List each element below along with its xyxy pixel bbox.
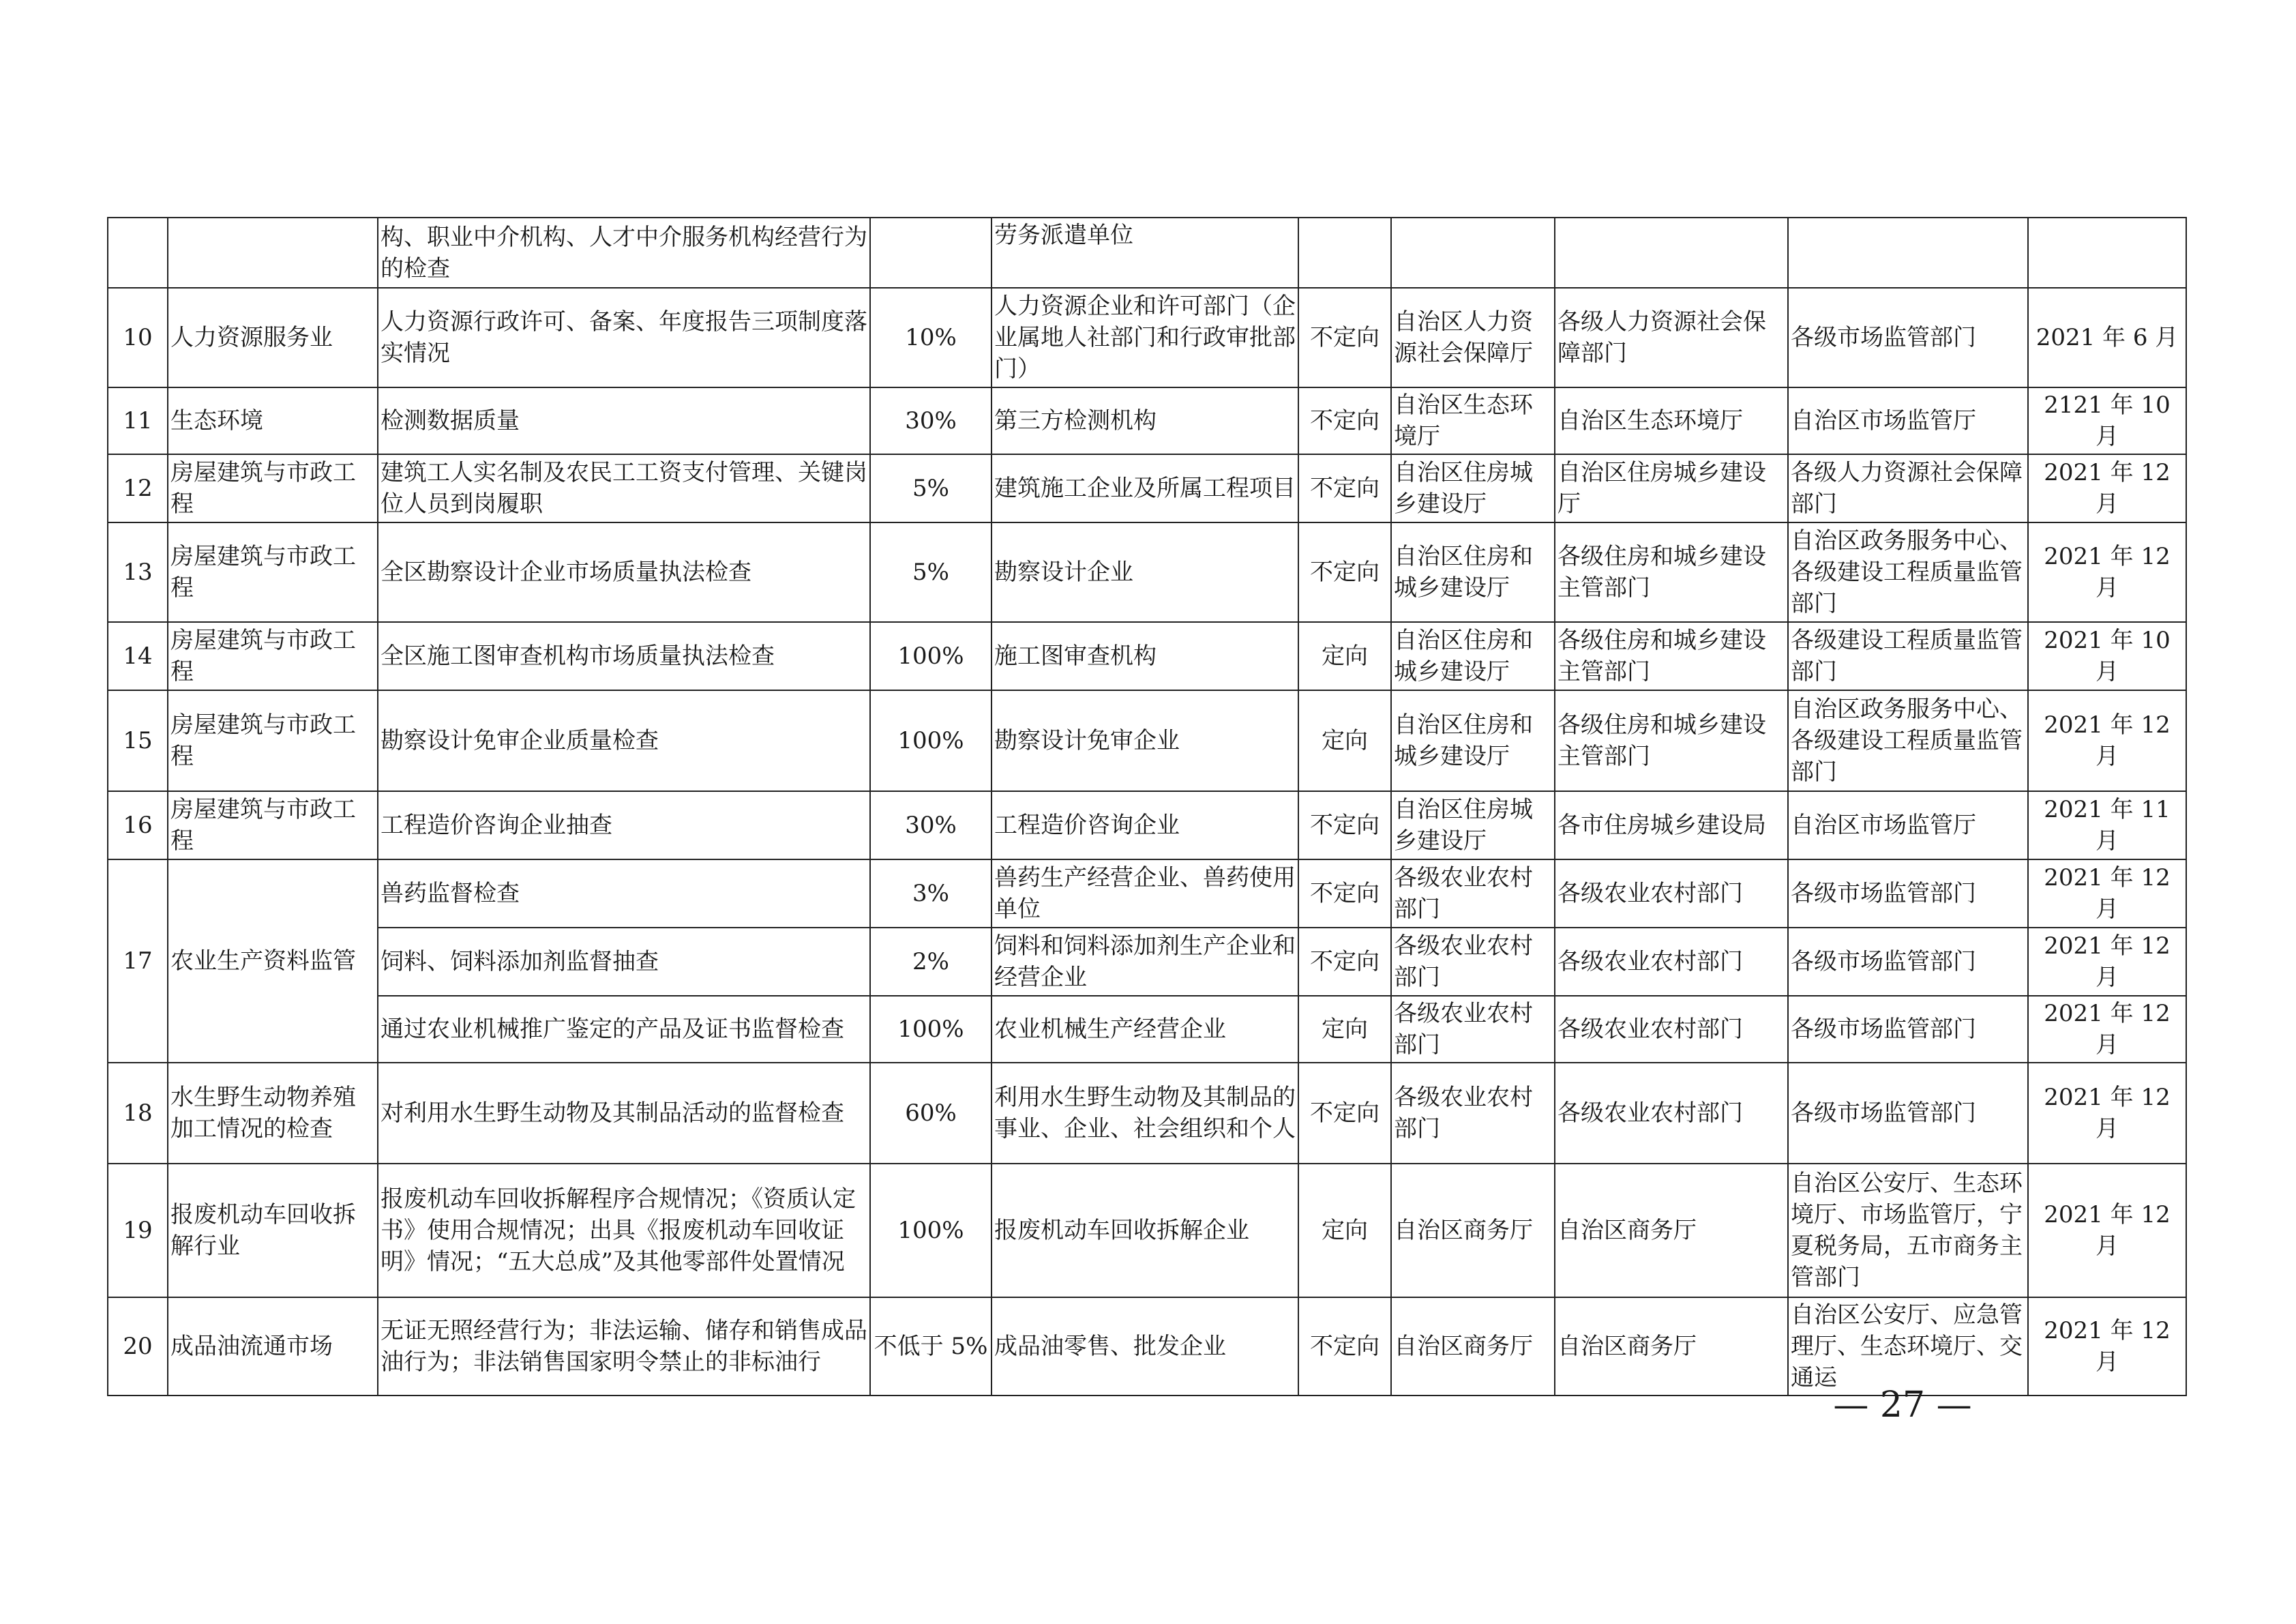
object-cell: 勘察设计企业 (992, 522, 1298, 622)
implement-dept-cell: 各级农业农村部门 (1555, 928, 1788, 996)
table-row (108, 859, 2186, 928)
table-row (108, 928, 2186, 996)
coop-dept-cell: 各级市场监管部门 (1788, 996, 2028, 1063)
object-cell: 兽药生产经营企业、兽药使用单位 (992, 859, 1298, 928)
row-number: 19 (108, 1164, 168, 1297)
deadline-cell (2028, 218, 2186, 288)
implement-dept-cell: 自治区商务厅 (1555, 1297, 1788, 1396)
item-cell: 建筑工人实名制及农民工工资支付管理、关键岗位人员到岗履职 (378, 454, 870, 522)
ratio-cell: 100% (870, 622, 992, 690)
field-cell: 房屋建筑与市政工程 (168, 690, 378, 791)
lead-dept-cell (1391, 218, 1555, 288)
table-row (108, 1063, 2186, 1164)
field-cell: 房屋建筑与市政工程 (168, 454, 378, 522)
object-cell: 人力资源企业和许可部门（企业属地人社部门和行政审批部门） (992, 288, 1298, 387)
object-cell: 建筑施工企业及所属工程项目 (992, 454, 1298, 522)
direction-cell: 不定向 (1298, 928, 1391, 996)
ratio-cell: 2% (870, 928, 992, 996)
row-number: 18 (108, 1063, 168, 1164)
lead-dept-cell: 各级农业农村部门 (1391, 859, 1555, 928)
coop-dept-cell: 自治区公安厅、应急管理厅、生态环境厅、交通运 (1788, 1297, 2028, 1396)
object-cell: 农业机械生产经营企业 (992, 996, 1298, 1063)
deadline-cell: 2021 年 12 月 (2028, 1164, 2186, 1297)
lead-dept-cell: 自治区住房和城乡建设厅 (1391, 522, 1555, 622)
row-number: 12 (108, 454, 168, 522)
direction-cell: 不定向 (1298, 454, 1391, 522)
object-cell: 施工图审查机构 (992, 622, 1298, 690)
coop-dept-cell: 各级市场监管部门 (1788, 1063, 2028, 1164)
field-cell: 房屋建筑与市政工程 (168, 622, 378, 690)
implement-dept-cell: 自治区住房城乡建设厅 (1555, 454, 1788, 522)
table-row (108, 690, 2186, 791)
implement-dept-cell: 自治区商务厅 (1555, 1164, 1788, 1297)
item-cell: 全区勘察设计企业市场质量执法检查 (378, 522, 870, 622)
deadline-cell: 2021 年 12 月 (2028, 996, 2186, 1063)
implement-dept-cell (1555, 218, 1788, 288)
item-cell: 兽药监督检查 (378, 859, 870, 928)
table-row (108, 622, 2186, 690)
implement-dept-cell: 各级农业农村部门 (1555, 996, 1788, 1063)
ratio-cell: 3% (870, 859, 992, 928)
deadline-cell: 2021 年 12 月 (2028, 928, 2186, 996)
direction-cell: 不定向 (1298, 288, 1391, 387)
row-number: 10 (108, 288, 168, 387)
ratio-cell (870, 218, 992, 288)
lead-dept-cell: 自治区住房城乡建设厅 (1391, 454, 1555, 522)
ratio-cell: 30% (870, 791, 992, 859)
deadline-cell: 2021 年 11 月 (2028, 791, 2186, 859)
implement-dept-cell: 各级住房和城乡建设主管部门 (1555, 522, 1788, 622)
item-cell: 检测数据质量 (378, 387, 870, 454)
table-row (108, 387, 2186, 454)
field-cell: 报废机动车回收拆解行业 (168, 1164, 378, 1297)
item-cell: 全区施工图审查机构市场质量执法检查 (378, 622, 870, 690)
row-number: 11 (108, 387, 168, 454)
implement-dept-cell: 各级农业农村部门 (1555, 1063, 1788, 1164)
direction-cell: 不定向 (1298, 791, 1391, 859)
deadline-cell: 2021 年 12 月 (2028, 690, 2186, 791)
direction-cell: 定向 (1298, 622, 1391, 690)
direction-cell: 不定向 (1298, 859, 1391, 928)
row-number: 16 (108, 791, 168, 859)
table-row (108, 996, 2186, 1063)
coop-dept-cell: 各级建设工程质量监管部门 (1788, 622, 2028, 690)
table-row (108, 1297, 2186, 1396)
object-cell: 工程造价咨询企业 (992, 791, 1298, 859)
ratio-cell: 100% (870, 996, 992, 1063)
item-cell: 饲料、饲料添加剂监督抽查 (378, 928, 870, 996)
coop-dept-cell: 自治区市场监管厅 (1788, 791, 2028, 859)
object-cell: 第三方检测机构 (992, 387, 1298, 454)
item-cell: 无证无照经营行为；非法运输、储存和销售成品油行为；非法销售国家明令禁止的非标油行 (378, 1297, 870, 1396)
item-cell: 构、职业中介机构、人才中介服务机构经营行为的检查 (378, 218, 870, 288)
implement-dept-cell: 各级住房和城乡建设主管部门 (1555, 622, 1788, 690)
lead-dept-cell: 自治区住房和城乡建设厅 (1391, 690, 1555, 791)
table-row (108, 288, 2186, 387)
coop-dept-cell: 各级市场监管部门 (1788, 928, 2028, 996)
deadline-cell: 2121 年 10 月 (2028, 387, 2186, 454)
table-row (108, 218, 2186, 288)
deadline-cell: 2021 年 10 月 (2028, 622, 2186, 690)
object-cell: 成品油零售、批发企业 (992, 1297, 1298, 1396)
item-cell: 人力资源行政许可、备案、年度报告三项制度落实情况 (378, 288, 870, 387)
lead-dept-cell: 自治区商务厅 (1391, 1297, 1555, 1396)
implement-dept-cell: 各级住房和城乡建设主管部门 (1555, 690, 1788, 791)
inspection-table (107, 217, 2187, 1396)
deadline-cell: 2021 年 12 月 (2028, 454, 2186, 522)
implement-dept-cell: 各级人力资源社会保障部门 (1555, 288, 1788, 387)
page-number: — 27 — (1833, 1385, 1972, 1426)
deadline-cell: 2021 年 6 月 (2028, 288, 2186, 387)
implement-dept-cell: 各市住房城乡建设局 (1555, 791, 1788, 859)
row-number: 20 (108, 1297, 168, 1396)
field-cell: 人力资源服务业 (168, 288, 378, 387)
object-cell: 报废机动车回收拆解企业 (992, 1164, 1298, 1297)
ratio-cell: 60% (870, 1063, 992, 1164)
coop-dept-cell: 自治区政务服务中心、各级建设工程质量监管部门 (1788, 522, 2028, 622)
table-row (108, 1164, 2186, 1297)
ratio-cell: 5% (870, 454, 992, 522)
table-row (108, 791, 2186, 859)
item-cell: 报废机动车回收拆解程序合规情况；《资质认定书》使用合规情况；出具《报废机动车回收证明》情况；“五大总成”及其他零部件处置情况 (378, 1164, 870, 1297)
coop-dept-cell: 各级人力资源社会保障部门 (1788, 454, 2028, 522)
lead-dept-cell: 自治区生态环境厅 (1391, 387, 1555, 454)
field-cell: 农业生产资料监管 (168, 859, 378, 1063)
item-cell: 对利用水生野生动物及其制品活动的监督检查 (378, 1063, 870, 1164)
lead-dept-cell: 自治区住房城乡建设厅 (1391, 791, 1555, 859)
lead-dept-cell: 自治区人力资源社会保障厅 (1391, 288, 1555, 387)
row-number: 17 (108, 859, 168, 1063)
lead-dept-cell: 自治区住房和城乡建设厅 (1391, 622, 1555, 690)
deadline-cell: 2021 年 12 月 (2028, 859, 2186, 928)
coop-dept-cell: 各级市场监管部门 (1788, 859, 2028, 928)
direction-cell: 定向 (1298, 1164, 1391, 1297)
deadline-cell: 2021 年 12 月 (2028, 1297, 2186, 1396)
object-cell: 饲料和饲料添加剂生产企业和经营企业 (992, 928, 1298, 996)
coop-dept-cell: 自治区市场监管厅 (1788, 387, 2028, 454)
ratio-cell: 30% (870, 387, 992, 454)
coop-dept-cell: 自治区公安厅、生态环境厅、市场监管厅，宁夏税务局，五市商务主管部门 (1788, 1164, 2028, 1297)
field-cell: 成品油流通市场 (168, 1297, 378, 1396)
deadline-cell: 2021 年 12 月 (2028, 1063, 2186, 1164)
deadline-cell: 2021 年 12 月 (2028, 522, 2186, 622)
lead-dept-cell: 各级农业农村部门 (1391, 996, 1555, 1063)
object-cell: 勘察设计免审企业 (992, 690, 1298, 791)
ratio-cell: 5% (870, 522, 992, 622)
table-row (108, 522, 2186, 622)
table-row (108, 454, 2186, 522)
coop-dept-cell (1788, 218, 2028, 288)
ratio-cell: 100% (870, 1164, 992, 1297)
direction-cell: 不定向 (1298, 522, 1391, 622)
lead-dept-cell: 自治区商务厅 (1391, 1164, 1555, 1297)
implement-dept-cell: 自治区生态环境厅 (1555, 387, 1788, 454)
lead-dept-cell: 各级农业农村部门 (1391, 1063, 1555, 1164)
ratio-cell: 100% (870, 690, 992, 791)
row-number: 13 (108, 522, 168, 622)
object-cell: 利用水生野生动物及其制品的事业、企业、社会组织和个人 (992, 1063, 1298, 1164)
coop-dept-cell: 自治区政务服务中心、各级建设工程质量监管部门 (1788, 690, 2028, 791)
direction-cell: 不定向 (1298, 387, 1391, 454)
lead-dept-cell: 各级农业农村部门 (1391, 928, 1555, 996)
direction-cell: 定向 (1298, 996, 1391, 1063)
direction-cell: 不定向 (1298, 1063, 1391, 1164)
direction-cell: 不定向 (1298, 1297, 1391, 1396)
direction-cell (1298, 218, 1391, 288)
field-cell: 房屋建筑与市政工程 (168, 522, 378, 622)
ratio-cell: 不低于 5% (870, 1297, 992, 1396)
direction-cell: 定向 (1298, 690, 1391, 791)
implement-dept-cell: 各级农业农村部门 (1555, 859, 1788, 928)
ratio-cell: 10% (870, 288, 992, 387)
field-cell: 房屋建筑与市政工程 (168, 791, 378, 859)
object-cell: 劳务派遣单位 (992, 218, 1298, 288)
item-cell: 通过农业机械推广鉴定的产品及证书监督检查 (378, 996, 870, 1063)
field-cell: 水生野生动物养殖加工情况的检查 (168, 1063, 378, 1164)
field-cell (168, 218, 378, 288)
row-number (108, 218, 168, 288)
item-cell: 勘察设计免审企业质量检查 (378, 690, 870, 791)
field-cell: 生态环境 (168, 387, 378, 454)
row-number: 15 (108, 690, 168, 791)
item-cell: 工程造价咨询企业抽查 (378, 791, 870, 859)
row-number: 14 (108, 622, 168, 690)
coop-dept-cell: 各级市场监管部门 (1788, 288, 2028, 387)
